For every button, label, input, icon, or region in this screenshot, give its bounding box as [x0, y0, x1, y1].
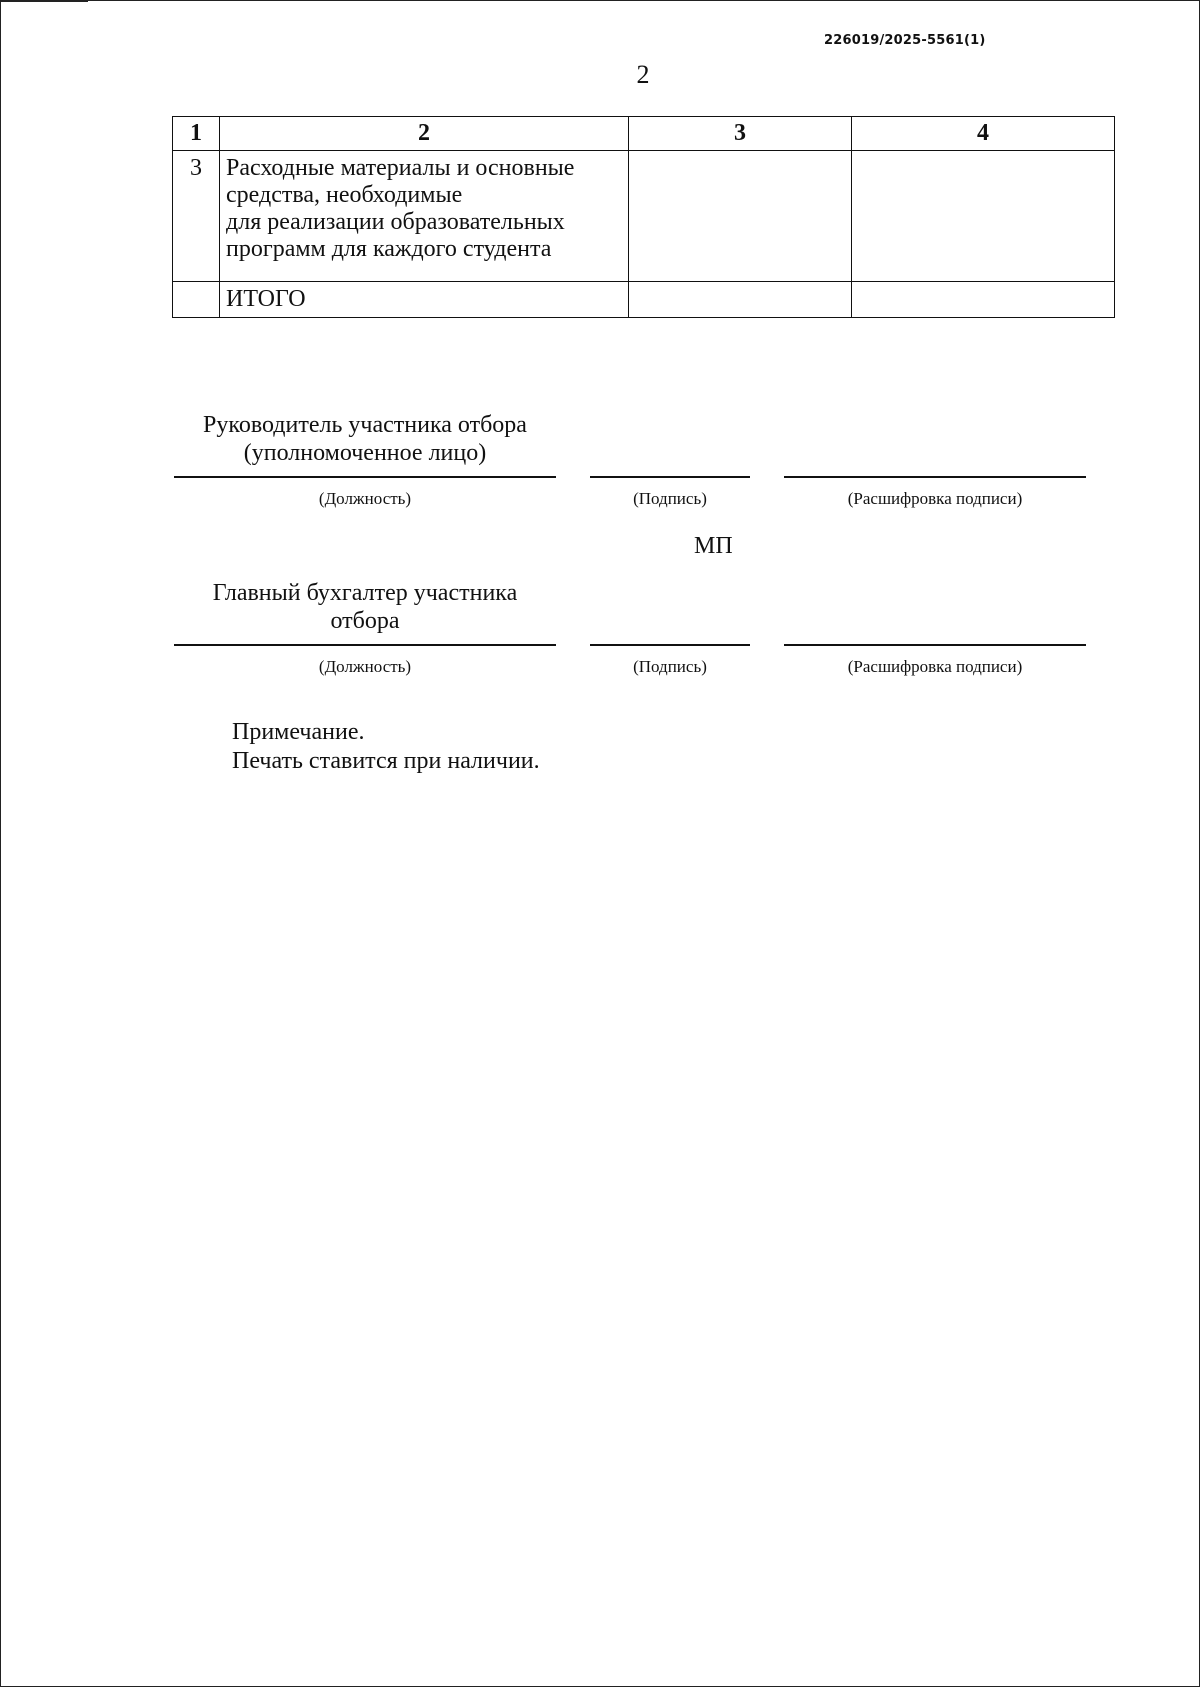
row-col3-cell	[629, 151, 852, 282]
signature-caption: (Подпись)	[633, 489, 707, 508]
accountant-title-line: Главный бухгалтер участника	[212, 580, 518, 606]
accountant-title	[172, 579, 558, 635]
note	[232, 718, 540, 776]
table-header-cell: 2	[220, 117, 629, 151]
position-caption: (Должность)	[318, 657, 412, 676]
position-caption: (Должность)	[318, 489, 412, 508]
position-line	[174, 476, 556, 478]
table-header-cell: 3	[629, 117, 852, 151]
head-title	[172, 411, 558, 467]
document-number: 226019/2025-5561(1)	[824, 33, 986, 48]
total-col4-cell	[852, 282, 1115, 318]
page-number: 2	[636, 60, 650, 89]
decoding-caption: (Расшифровка подписи)	[847, 489, 1023, 508]
description-line: для реализации образовательных	[226, 209, 565, 235]
position-line	[174, 644, 556, 646]
table-header-cell: 1	[173, 117, 220, 151]
description-line: Расходные материалы и основные	[226, 155, 575, 181]
note-title: Примечание.	[232, 719, 365, 745]
note-text: Печать ставится при наличии.	[232, 748, 540, 774]
stamp-place: МП	[694, 533, 733, 559]
decoding-line	[784, 476, 1086, 478]
signature-line	[590, 644, 750, 646]
table-header-row	[173, 117, 1115, 151]
table-row	[173, 151, 1115, 282]
expense-table	[172, 116, 1115, 318]
decoding-caption: (Расшифровка подписи)	[847, 657, 1023, 676]
total-col3-cell	[629, 282, 852, 318]
accountant-title-line: отбора	[330, 608, 400, 634]
total-label-cell: ИТОГО	[220, 282, 629, 318]
head-title-line: (уполномоченное лицо)	[243, 440, 487, 466]
signature-caption: (Подпись)	[633, 657, 707, 676]
signature-line	[590, 476, 750, 478]
top-edge-line	[0, 0, 88, 2]
table-total-row	[173, 282, 1115, 318]
row-number-cell	[173, 282, 220, 318]
description-line: программ для каждого студента	[226, 236, 552, 262]
head-title-line: Руководитель участника отбора	[203, 412, 527, 438]
table-header-cell: 4	[852, 117, 1115, 151]
row-col4-cell	[852, 151, 1115, 282]
row-description-cell	[220, 151, 629, 282]
decoding-line	[784, 644, 1086, 646]
row-number-cell: 3	[173, 151, 220, 282]
description-line: средства, необходимые	[226, 182, 463, 208]
